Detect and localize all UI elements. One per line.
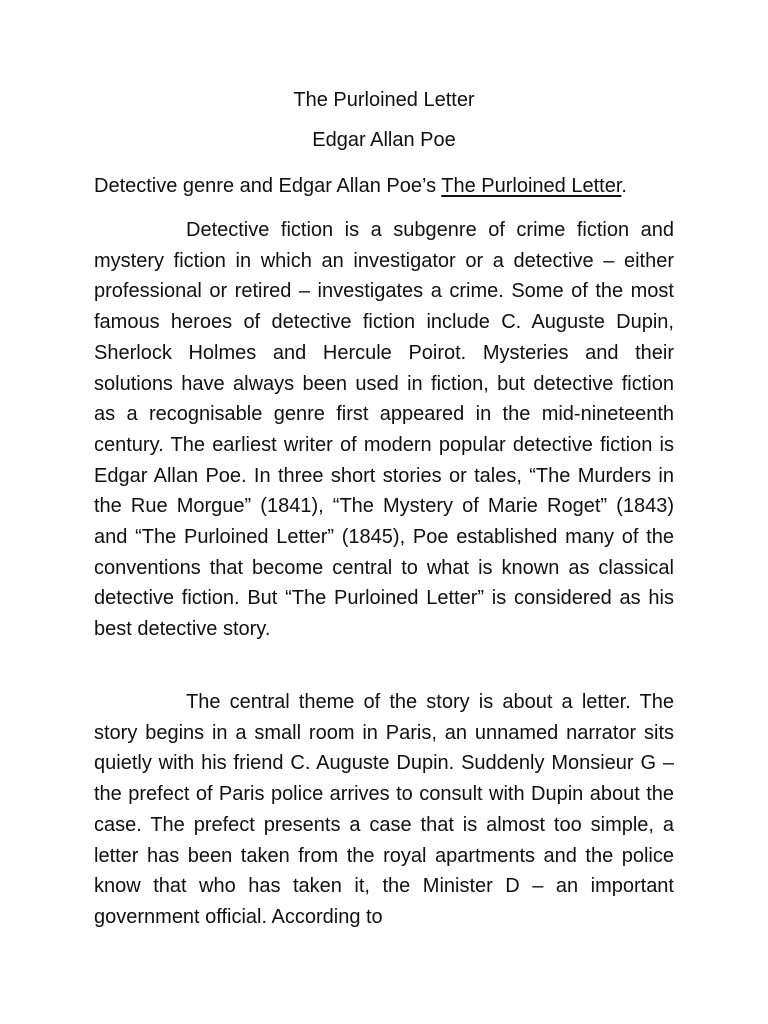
- section-heading: [94, 174, 674, 198]
- body-paragraph-2: The central theme of the story is about a letter. The story begins in a small room in Paris, an unnamed narrator sits quietly with his friend C. Auguste Dupin. Suddenly Monsieur G – the prefect of Paris police arrives to consult with Dupin about the case. The prefect presents a case that is almost too simple, a letter has been taken from the royal apartments and the police know that who has taken it, the Minister D – an important government official. According to: [94, 691, 674, 928]
- section-heading-suffix: .: [621, 175, 627, 197]
- body-paragraph-1: Detective fiction is a subgenre of crime fiction and mystery fiction in which an investigator or a detective – either professional or retired – investigates a crime. Some of the most famous heroes of detective fiction include C. Auguste Dupin, Sherlock Holmes and Hercule Poirot. Mysteries and their solutions have always been used in fiction, but detective fiction as a recognisable genre first appeared in the mid-nineteenth century. The earliest writer of modern popular detective fiction is Edgar Allan Poe. In three short stories or tales, “The Murders in the Rue Morgue” (1841), “The Mystery of Marie Roget” (1843) and “The Purloined Letter” (1845), Poe established many of the conventions that become central to what is known as classical detective fiction. But “The Purloined Letter” is considered as his best detective story.: [94, 219, 674, 641]
- section-heading-work-title: The Purloined Letter: [441, 175, 622, 197]
- section-heading-prefix: Detective genre and Edgar Allan Poe’s: [94, 175, 442, 197]
- document-author: Edgar Allan Poe: [312, 129, 456, 151]
- document-title: The Purloined Letter: [293, 89, 475, 111]
